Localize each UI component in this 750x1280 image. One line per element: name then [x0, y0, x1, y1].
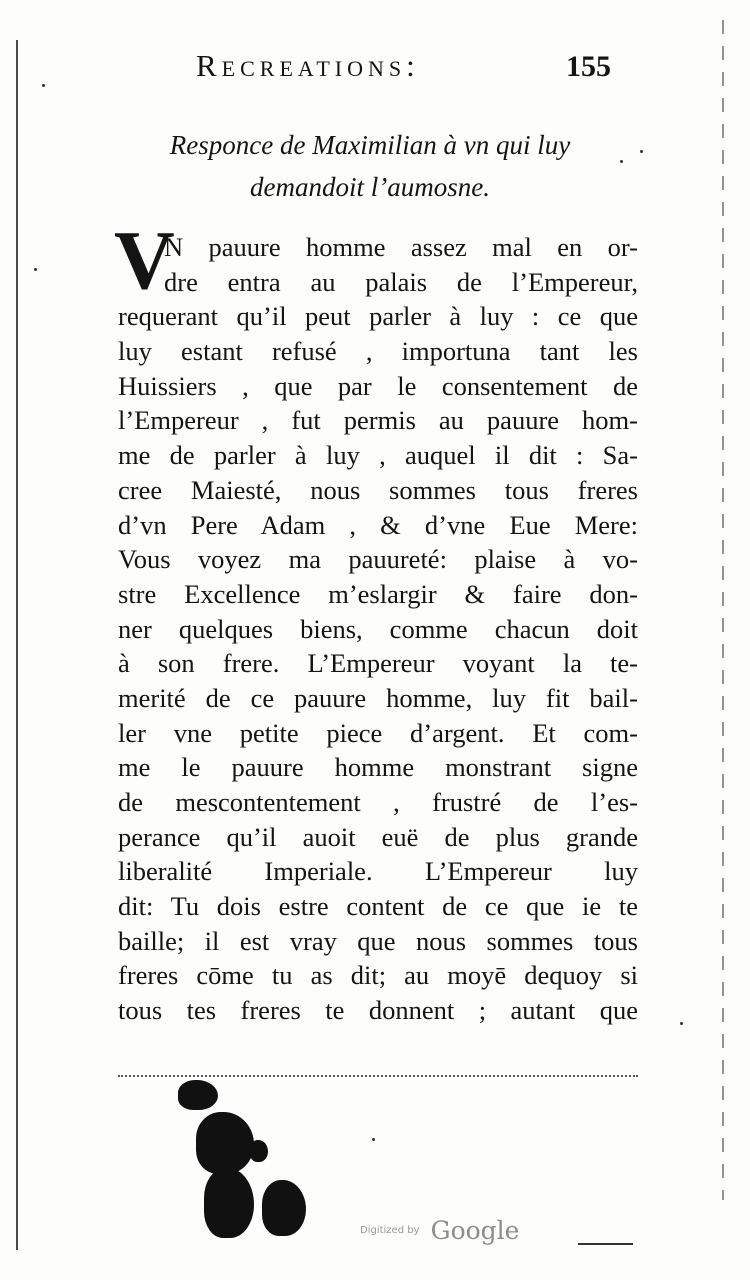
ink-speck: [680, 1022, 683, 1025]
running-head: Recreations:: [196, 48, 420, 83]
ink-speck: [640, 150, 643, 153]
bottom-rule: [118, 1075, 638, 1078]
bottom-dash: [578, 1243, 633, 1245]
google-logo: Google: [430, 1216, 520, 1245]
heading-line-2: demandoit l’aumosne.: [250, 172, 490, 202]
ink-speck: [620, 160, 623, 163]
ink-stain: [250, 1140, 268, 1162]
heading-line-1: Responce de Maximilian à vn qui luy: [169, 130, 571, 160]
ink-stain: [178, 1080, 218, 1110]
body-line: liberalité Imperiale. L’Empereur luy: [118, 856, 638, 887]
ink-speck: [34, 268, 37, 271]
body-line: l’Empereur , fut permis au pauure hom-: [118, 405, 638, 436]
page-edge-right: [722, 20, 724, 1200]
body-line: de mescontentement , frustré de l’es-: [118, 787, 638, 817]
body-line: Vous voyez ma pauureté: plaise à vo-: [118, 544, 638, 575]
body-line: ner quelques biens, comme chacun doit: [118, 613, 638, 644]
body-line: merité de ce pauure homme, luy fit bail-: [118, 682, 638, 713]
body-line: cree Maiesté, nous sommes tous freres: [118, 474, 638, 505]
body-line: me de parler à luy , auquel il dit : Sa-: [118, 440, 638, 471]
ink-stain: [196, 1112, 254, 1174]
page-number: 155: [566, 50, 611, 83]
body-paragraph: [118, 230, 638, 1028]
body-line: N pauure homme assez mal en or-: [164, 232, 638, 262]
body-line: à son frere. L’Empereur voyant la te-: [118, 648, 638, 679]
section-heading: [120, 124, 620, 208]
body-line: tous tes freres te donnent ; autant que: [118, 995, 638, 1026]
body-line: me le pauure homme monstrant signe: [118, 752, 638, 783]
body-line: Huissiers , que par le consentement de: [118, 370, 638, 401]
watermark-digitized-label: Digitized by: [360, 1225, 420, 1236]
google-watermark: [360, 1216, 519, 1245]
body-line: requerant qu’il peut parler à luy : ce que: [118, 301, 638, 332]
body-line: freres cōme tu as dit; au moyē dequoy si: [118, 960, 638, 991]
body-line: dre entra au palais de l’Empereur,: [164, 266, 638, 297]
ink-speck: [372, 1138, 375, 1141]
ink-speck: [42, 84, 45, 87]
body-line: d’vn Pere Adam , & d’vne Eue Mere:: [118, 509, 638, 540]
body-line: perance qu’il auoit euë de plus grande: [118, 821, 638, 852]
ink-stain: [262, 1180, 306, 1236]
body-line: baille; il est vray que nous sommes tous: [118, 925, 638, 956]
body-line: ler vne petite piece d’argent. Et com-: [118, 717, 638, 748]
drop-cap: V: [114, 214, 175, 307]
body-line: dit: Tu dois estre content de ce que ie te: [118, 891, 638, 922]
page-edge-left: [16, 40, 18, 1250]
body-line: stre Excellence m’eslargir & faire don-: [118, 578, 638, 609]
ink-stain: [204, 1168, 254, 1238]
body-line: luy estant refusé , importuna tant les: [118, 336, 638, 367]
